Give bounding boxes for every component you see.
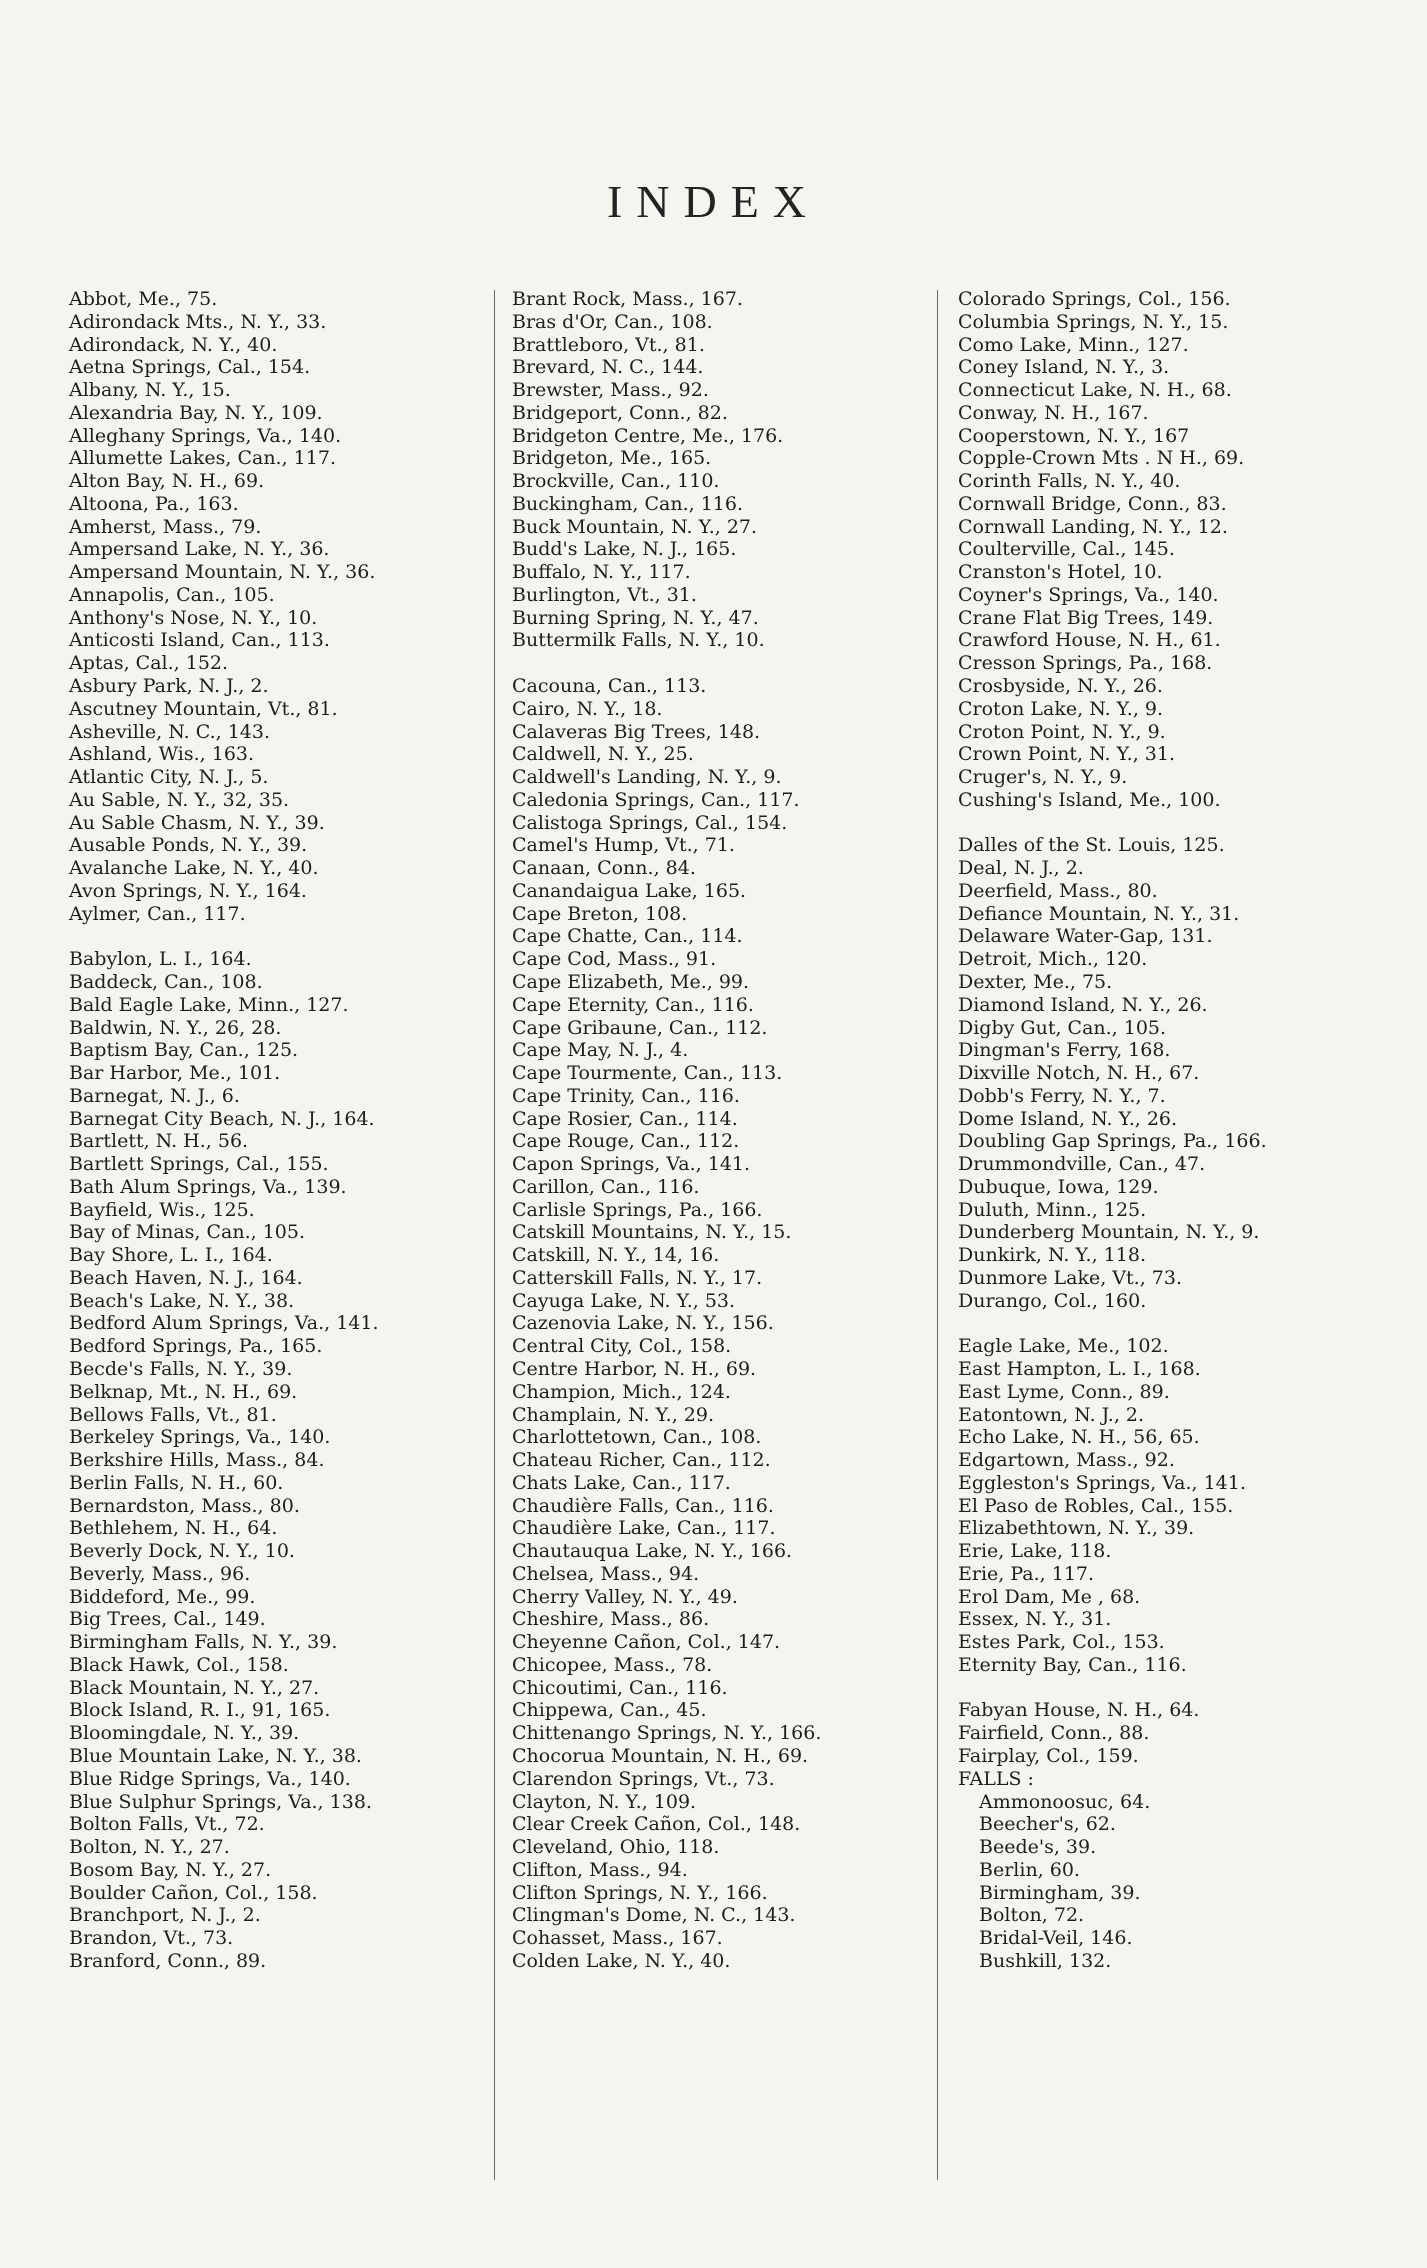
index-entry: Big Trees, Cal., 149. — [69, 1608, 266, 1631]
index-entry: Cape Rosier, Can., 114. — [512, 1107, 738, 1130]
index-entry: Dunderberg Mountain, N. Y., 9. — [958, 1221, 1260, 1244]
index-entry: Alton Bay, N. H., 69. — [69, 470, 265, 493]
index-entry: Cheyenne Cañon, Col., 147. — [512, 1631, 781, 1654]
index-subentry: Ammonoosuc, 64. — [979, 1790, 1151, 1813]
index-entry: Bath Alum Springs, Va., 139. — [69, 1175, 347, 1198]
index-entry: Essex, N. Y., 31. — [958, 1608, 1112, 1631]
index-entry: Baldwin, N. Y., 26, 28. — [69, 1016, 282, 1039]
index-entry: Cape Gribaune, Can., 112. — [512, 1016, 768, 1039]
index-entry: East Lyme, Conn., 89. — [958, 1380, 1170, 1403]
index-entry: Bar Harbor, Me., 101. — [69, 1062, 281, 1085]
index-entry: Bras d'Or, Can., 108. — [512, 310, 713, 333]
index-entry: Erol Dam, Me , 68. — [958, 1585, 1141, 1608]
index-entry: Chicoutimi, Can., 116. — [512, 1676, 728, 1699]
index-entry: Crawford House, N. H., 61. — [958, 629, 1221, 652]
index-entry: Alexandria Bay, N. Y., 109. — [69, 401, 323, 424]
index-entry: Clifton, Mass., 94. — [512, 1858, 688, 1881]
column-divider — [937, 290, 938, 2180]
index-entry: Asheville, N. C., 143. — [69, 720, 271, 743]
index-entry: Brewster, Mass., 92. — [512, 379, 709, 402]
index-entry: Fabyan House, N. H., 64. — [958, 1699, 1200, 1722]
index-entry: Canaan, Conn., 84. — [512, 857, 696, 880]
index-entry: Bedford Springs, Pa., 165. — [69, 1335, 323, 1358]
index-subentry: Beede's, 39. — [979, 1836, 1097, 1859]
index-entry: Brant Rock, Mass., 167. — [512, 288, 743, 310]
index-entry: Au Sable Chasm, N. Y., 39. — [69, 811, 325, 834]
index-entry: Ausable Ponds, N. Y., 39. — [69, 834, 308, 857]
index-entry: Cacouna, Can., 113. — [512, 675, 707, 698]
index-entry: Clarendon Springs, Vt., 73. — [512, 1767, 775, 1790]
index-subentry: Bushkill, 132. — [979, 1949, 1112, 1972]
index-entry: Estes Park, Col., 153. — [958, 1631, 1165, 1654]
index-entry: Aptas, Cal., 152. — [69, 652, 229, 675]
index-entry: Cooperstown, N. Y., 167 — [958, 424, 1190, 447]
index-heading: FALLS : — [958, 1767, 1034, 1790]
index-entry: Baptism Bay, Can., 125. — [69, 1039, 299, 1062]
index-entry: Catterskill Falls, N. Y., 17. — [512, 1266, 763, 1289]
index-entry: Blue Sulphur Springs, Va., 138. — [69, 1790, 372, 1813]
index-entry: Calistoga Springs, Cal., 154. — [512, 811, 788, 834]
index-entry: Bolton Falls, Vt., 72. — [69, 1813, 265, 1836]
index-entry: Bellows Falls, Vt., 81. — [69, 1403, 277, 1426]
index-entry: Eternity Bay, Can., 116. — [958, 1653, 1187, 1676]
page-title: INDEX — [606, 176, 821, 227]
index-entry: Bay of Minas, Can., 105. — [69, 1221, 306, 1244]
index-entry: Bloomingdale, N. Y., 39. — [69, 1722, 300, 1745]
index-subentry: Berlin, 60. — [979, 1858, 1080, 1881]
index-entry: Digby Gut, Can., 105. — [958, 1016, 1167, 1039]
index-entry: Atlantic City, N. J., 5. — [69, 766, 269, 789]
index-entry: Cleveland, Ohio, 118. — [512, 1836, 720, 1859]
index-entry: Buck Mountain, N. Y., 27. — [512, 515, 758, 538]
index-entry: Dome Island, N. Y., 26. — [958, 1107, 1178, 1130]
index-entry: Dixville Notch, N. H., 67. — [958, 1062, 1200, 1085]
index-entry: Altoona, Pa., 163. — [69, 492, 239, 515]
index-entry: Berkshire Hills, Mass., 84. — [69, 1449, 325, 1472]
index-entry: Boulder Cañon, Col., 158. — [69, 1881, 318, 1904]
index-entry: Eggleston's Springs, Va., 141. — [958, 1471, 1246, 1494]
index-entry: Dingman's Ferry, 168. — [958, 1039, 1171, 1062]
index-entry: Babylon, L. I., 164. — [69, 948, 252, 971]
index-entry: Crown Point, N. Y., 31. — [958, 743, 1175, 766]
index-entry: Eatontown, N. J., 2. — [958, 1403, 1145, 1426]
index-entry: Crosbyside, N. Y., 26. — [958, 675, 1163, 698]
index-entry: Bernardston, Mass., 80. — [69, 1494, 300, 1517]
index-column-2 — [512, 288, 932, 1973]
index-entry: Clingman's Dome, N. C., 143. — [512, 1904, 796, 1927]
index-entry: Clayton, N. Y., 109. — [512, 1790, 697, 1813]
index-entry: Fairfield, Conn., 88. — [958, 1722, 1150, 1745]
index-entry: Chicopee, Mass., 78. — [512, 1653, 713, 1676]
index-entry: Aetna Springs, Cal., 154. — [69, 356, 311, 379]
index-entry: Branford, Conn., 89. — [69, 1949, 267, 1972]
index-entry: Coney Island, N. Y., 3. — [958, 356, 1170, 379]
index-entry: Bolton, N. Y., 27. — [69, 1836, 230, 1859]
index-entry: Cruger's, N. Y., 9. — [958, 766, 1128, 789]
index-entry: Croton Lake, N. Y., 9. — [958, 697, 1164, 720]
index-entry: Cairo, N. Y., 18. — [512, 697, 663, 720]
index-subentry: Bolton, 72. — [979, 1904, 1085, 1927]
index-entry: Chautauqua Lake, N. Y., 166. — [512, 1540, 793, 1563]
index-entry: Chateau Richer, Can., 112. — [512, 1449, 771, 1472]
index-entry: Fairplay, Col., 159. — [958, 1745, 1139, 1767]
index-entry: Anticosti Island, Can., 113. — [69, 629, 330, 652]
index-entry: Detroit, Mich., 120. — [958, 948, 1148, 971]
index-entry: Bedford Alum Springs, Va., 141. — [69, 1312, 379, 1335]
index-entry: Coyner's Springs, Va., 140. — [958, 583, 1219, 606]
index-entry: Black Hawk, Col., 158. — [69, 1653, 289, 1676]
index-entry: Duluth, Minn., 125. — [958, 1198, 1147, 1221]
index-entry: Cohasset, Mass., 167. — [512, 1927, 723, 1950]
index-entry: Colden Lake, N. Y., 40. — [512, 1949, 731, 1972]
section-gap — [958, 1677, 1388, 1700]
index-entry: Brevard, N. C., 144. — [512, 356, 704, 379]
index-entry: Ampersand Mountain, N. Y., 36. — [69, 561, 376, 584]
index-entry: Dalles of the St. Louis, 125. — [958, 834, 1225, 857]
index-entry: Erie, Pa., 117. — [958, 1562, 1095, 1585]
index-entry: Dexter, Me., 75. — [958, 970, 1113, 993]
index-entry: Edgartown, Mass., 92. — [958, 1449, 1175, 1472]
index-entry: Cayuga Lake, N. Y., 53. — [512, 1289, 736, 1312]
index-entry: Burlington, Vt., 31. — [512, 583, 697, 606]
index-entry: Barnegat, N. J., 6. — [69, 1084, 240, 1107]
index-entry: Capon Springs, Va., 141. — [512, 1153, 751, 1176]
index-entry: Beverly, Mass., 96. — [69, 1562, 251, 1585]
index-entry: Blue Ridge Springs, Va., 140. — [69, 1767, 351, 1790]
index-entry: Eagle Lake, Me., 102. — [958, 1335, 1169, 1358]
section-gap — [958, 1312, 1388, 1335]
index-entry: Buttermilk Falls, N. Y., 10. — [512, 629, 765, 652]
index-entry: Columbia Springs, N. Y., 15. — [958, 310, 1229, 333]
index-entry: Cherry Valley, N. Y., 49. — [512, 1585, 738, 1608]
index-entry: Beach's Lake, N. Y., 38. — [69, 1289, 295, 1312]
index-entry: Coulterville, Cal., 145. — [958, 538, 1175, 561]
index-entry: Chittenango Springs, N. Y., 166. — [512, 1722, 822, 1745]
index-entry: Bayfield, Wis., 125. — [69, 1198, 255, 1221]
index-entry: Buffalo, N. Y., 117. — [512, 561, 691, 584]
index-entry: Dobb's Ferry, N. Y., 7. — [958, 1084, 1166, 1107]
index-entry: Durango, Col., 160. — [958, 1289, 1147, 1312]
index-entry: Copple-Crown Mts . N H., 69. — [958, 447, 1245, 470]
index-entry: Black Mountain, N. Y., 27. — [69, 1676, 320, 1699]
index-entry: Cazenovia Lake, N. Y., 156. — [512, 1312, 774, 1335]
index-entry: Chats Lake, Can., 117. — [512, 1471, 731, 1494]
column-divider — [494, 290, 495, 2180]
index-entry: Cape Breton, 108. — [512, 902, 688, 925]
index-entry: Conway, N. H., 167. — [958, 401, 1149, 424]
index-entry: Brandon, Vt., 73. — [69, 1927, 234, 1950]
index-entry: East Hampton, L. I., 168. — [958, 1357, 1201, 1380]
index-entry: Erie, Lake, 118. — [958, 1540, 1112, 1563]
index-entry: Annapolis, Can., 105. — [69, 583, 275, 606]
index-entry: Bald Eagle Lake, Minn., 127. — [69, 993, 349, 1016]
index-entry: Cape Trinity, Can., 116. — [512, 1084, 740, 1107]
index-entry: Brockville, Can., 110. — [512, 470, 720, 493]
index-entry: Drummondville, Can., 47. — [958, 1153, 1206, 1176]
index-entry: Anthony's Nose, N. Y., 10. — [69, 606, 318, 629]
index-entry: Champlain, N. Y., 29. — [512, 1403, 714, 1426]
index-entry: Brattleboro, Vt., 81. — [512, 333, 705, 356]
index-entry: Budd's Lake, N. J., 165. — [512, 538, 737, 561]
index-entry: Blue Mountain Lake, N. Y., 38. — [69, 1745, 362, 1767]
index-entry: Catskill Mountains, N. Y., 15. — [512, 1221, 792, 1244]
index-entry: Albany, N. Y., 15. — [69, 379, 231, 402]
index-entry: Baddeck, Can., 108. — [69, 970, 263, 993]
index-entry: Clifton Springs, N. Y., 166. — [512, 1881, 768, 1904]
index-entry: Canandaigua Lake, 165. — [512, 879, 747, 902]
index-entry: Amherst, Mass., 79. — [69, 515, 262, 538]
index-entry: Bartlett Springs, Cal., 155. — [69, 1153, 329, 1176]
index-column-1 — [69, 288, 487, 1973]
index-entry: Cranston's Hotel, 10. — [958, 561, 1163, 584]
index-entry: Dunmore Lake, Vt., 73. — [958, 1266, 1183, 1289]
index-entry: Cornwall Bridge, Conn., 83. — [958, 492, 1227, 515]
index-column-3 — [958, 288, 1388, 1973]
index-entry: Centre Harbor, N. H., 69. — [512, 1357, 757, 1380]
index-entry: Bethlehem, N. H., 64. — [69, 1517, 278, 1540]
index-entry: Cape Elizabeth, Me., 99. — [512, 970, 750, 993]
index-entry: Diamond Island, N. Y., 26. — [958, 993, 1208, 1016]
index-entry: Elizabethtown, N. Y., 39. — [958, 1517, 1195, 1540]
index-entry: Ascutney Mountain, Vt., 81. — [69, 697, 338, 720]
index-entry: Chelsea, Mass., 94. — [512, 1562, 700, 1585]
index-entry: Colorado Springs, Col., 156. — [958, 288, 1231, 310]
index-entry: El Paso de Robles, Cal., 155. — [958, 1494, 1234, 1517]
index-entry: Cushing's Island, Me., 100. — [958, 788, 1221, 811]
index-entry: Chocorua Mountain, N. H., 69. — [512, 1745, 809, 1767]
index-entry: Champion, Mich., 124. — [512, 1380, 731, 1403]
index-entry: Carlisle Springs, Pa., 166. — [512, 1198, 763, 1221]
index-entry: Deerfield, Mass., 80. — [958, 879, 1158, 902]
index-entry: Ashland, Wis., 163. — [69, 743, 255, 766]
index-entry: Branchport, N. J., 2. — [69, 1904, 261, 1927]
index-entry: Dubuque, Iowa, 129. — [958, 1175, 1159, 1198]
index-entry: Berkeley Springs, Va., 140. — [69, 1426, 331, 1449]
index-entry: Clear Creek Cañon, Col., 148. — [512, 1813, 801, 1836]
index-entry: Catskill, N. Y., 14, 16. — [512, 1244, 720, 1267]
index-entry: Cresson Springs, Pa., 168. — [958, 652, 1213, 675]
section-gap — [69, 925, 487, 948]
section-gap — [958, 812, 1388, 835]
index-entry: Chaudière Falls, Can., 116. — [512, 1494, 774, 1517]
index-entry: Ampersand Lake, N. Y., 36. — [69, 538, 330, 561]
index-entry: Bartlett, N. H., 56. — [69, 1130, 249, 1153]
index-entry: Cape Rouge, Can., 112. — [512, 1130, 740, 1153]
index-entry: Central City, Col., 158. — [512, 1335, 732, 1358]
index-entry: Asbury Park, N. J., 2. — [69, 675, 269, 698]
index-subentry: Bridal-Veil, 146. — [979, 1927, 1133, 1950]
index-entry: Bridgeton Centre, Me., 176. — [512, 424, 784, 447]
index-entry: Buckingham, Can., 116. — [512, 492, 744, 515]
index-entry: Echo Lake, N. H., 56, 65. — [958, 1426, 1200, 1449]
index-entry: Birmingham Falls, N. Y., 39. — [69, 1631, 338, 1654]
index-entry: Crane Flat Big Trees, 149. — [958, 606, 1214, 629]
index-entry: Chaudière Lake, Can., 117. — [512, 1517, 776, 1540]
index-entry: Cape Eternity, Can., 116. — [512, 993, 754, 1016]
index-entry: Carillon, Can., 116. — [512, 1175, 700, 1198]
section-gap — [512, 652, 932, 675]
index-subentry: Beecher's, 62. — [979, 1813, 1116, 1836]
index-entry: Becde's Falls, N. Y., 39. — [69, 1357, 293, 1380]
index-entry: Alleghany Springs, Va., 140. — [69, 424, 342, 447]
index-entry: Cape Tourmente, Can., 113. — [512, 1062, 783, 1085]
index-subentry: Birmingham, 39. — [979, 1881, 1141, 1904]
index-entry: Croton Point, N. Y., 9. — [958, 720, 1166, 743]
index-entry: Calaveras Big Trees, 148. — [512, 720, 761, 743]
index-entry: Beach Haven, N. J., 164. — [69, 1266, 303, 1289]
index-entry: Au Sable, N. Y., 32, 35. — [69, 788, 290, 811]
index-entry: Cheshire, Mass., 86. — [512, 1608, 710, 1631]
index-entry: Cape Chatte, Can., 114. — [512, 925, 743, 948]
index-entry: Burning Spring, N. Y., 47. — [512, 606, 759, 629]
index-entry: Caledonia Springs, Can., 117. — [512, 788, 800, 811]
index-entry: Como Lake, Minn., 127. — [958, 333, 1189, 356]
index-entry: Cape Cod, Mass., 91. — [512, 948, 717, 971]
index-entry: Bridgeport, Conn., 82. — [512, 401, 728, 424]
index-entry: Camel's Hump, Vt., 71. — [512, 834, 735, 857]
index-entry: Berlin Falls, N. H., 60. — [69, 1471, 284, 1494]
index-entry: Avon Springs, N. Y., 164. — [69, 879, 307, 902]
index-entry: Biddeford, Me., 99. — [69, 1585, 256, 1608]
index-entry: Delaware Water-Gap, 131. — [958, 925, 1213, 948]
index-entry: Charlottetown, Can., 108. — [512, 1426, 762, 1449]
index-entry: Belknap, Mt., N. H., 69. — [69, 1380, 298, 1403]
index-entry: Block Island, R. I., 91, 165. — [69, 1699, 331, 1722]
index-entry: Abbot, Me., 75. — [69, 288, 218, 310]
index-entry: Beverly Dock, N. Y., 10. — [69, 1540, 295, 1563]
index-entry: Cornwall Landing, N. Y., 12. — [958, 515, 1228, 538]
index-entry: Allumette Lakes, Can., 117. — [69, 447, 336, 470]
index-entry: Cape May, N. J., 4. — [512, 1039, 689, 1062]
index-entry: Chippewa, Can., 45. — [512, 1699, 707, 1722]
index-entry: Caldwell's Landing, N. Y., 9. — [512, 766, 782, 789]
index-entry: Adirondack Mts., N. Y., 33. — [69, 310, 327, 333]
index-entry: Bay Shore, L. I., 164. — [69, 1244, 273, 1267]
index-entry: Caldwell, N. Y., 25. — [512, 743, 694, 766]
index-entry: Bridgeton, Me., 165. — [512, 447, 712, 470]
index-entry: Connecticut Lake, N. H., 68. — [958, 379, 1232, 402]
index-entry: Aylmer, Can., 117. — [69, 902, 246, 925]
index-entry: Doubling Gap Springs, Pa., 166. — [958, 1130, 1267, 1153]
index-entry: Dunkirk, N. Y., 118. — [958, 1244, 1146, 1267]
index-entry: Deal, N. J., 2. — [958, 857, 1084, 880]
index-entry: Avalanche Lake, N. Y., 40. — [69, 857, 319, 880]
index-entry: Defiance Mountain, N. Y., 31. — [958, 902, 1240, 925]
index-entry: Barnegat City Beach, N. J., 164. — [69, 1107, 375, 1130]
index-entry: Corinth Falls, N. Y., 40. — [958, 470, 1181, 493]
index-entry: Adirondack, N. Y., 40. — [69, 333, 278, 356]
index-entry: Bosom Bay, N. Y., 27. — [69, 1858, 272, 1881]
